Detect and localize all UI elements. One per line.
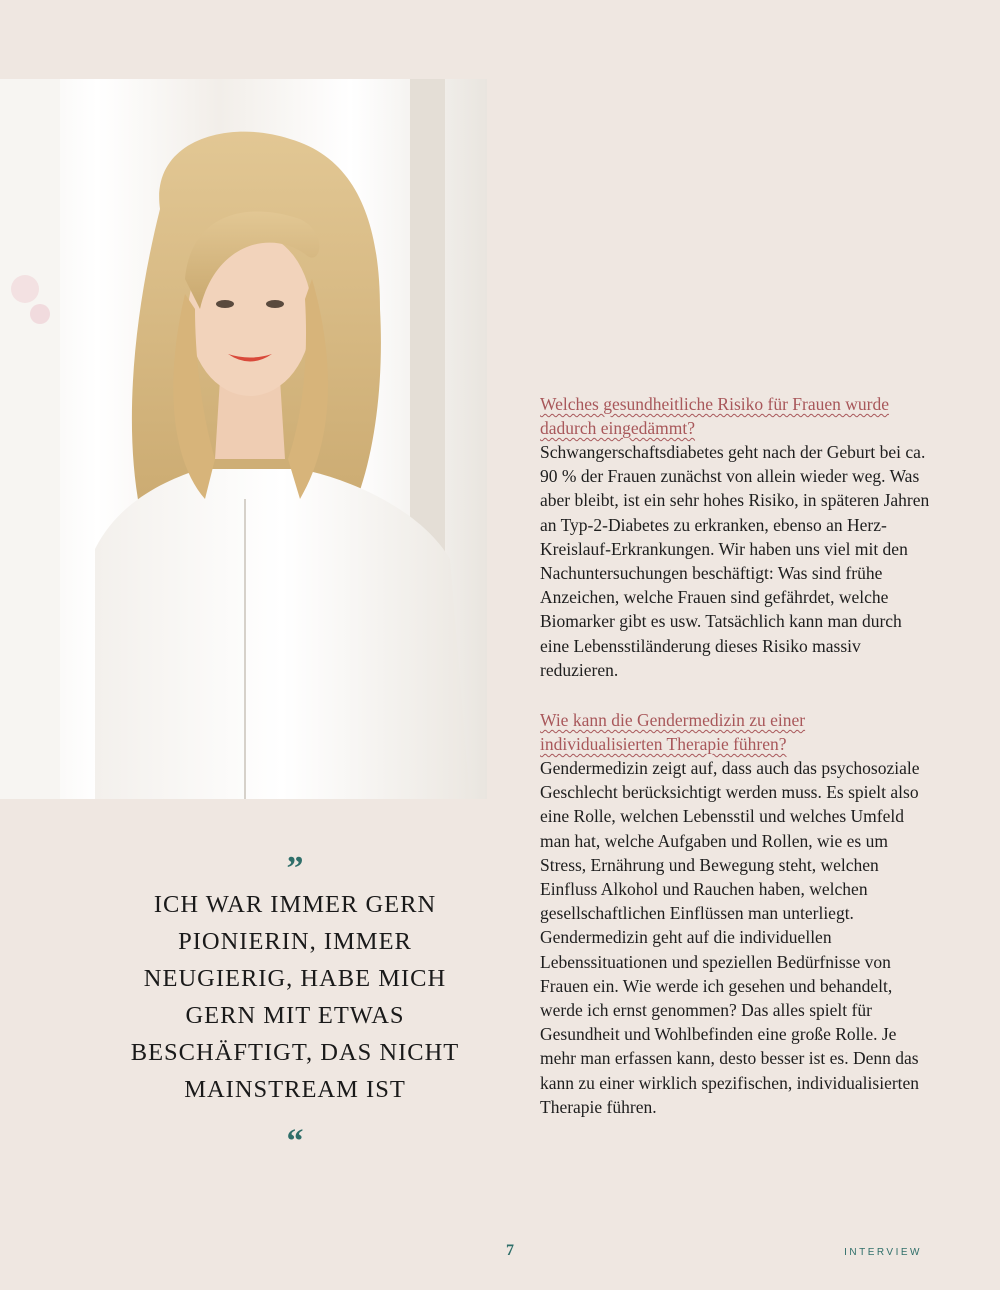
quote-close-mark: “: [286, 1123, 304, 1160]
section-label: INTERVIEW: [844, 1247, 922, 1258]
portrait-photo: [0, 79, 487, 799]
interview-question: Welches gesundheitliche Risiko für Frauen wurde dadurch eingedämmt?: [540, 394, 889, 438]
interview-column: [540, 392, 930, 1145]
interview-answer: Schwangerschaftsdiabetes geht nach der Geburt bei ca. 90 % der Frauen zunächst von allein wieder weg. Was aber bleibt, ist ein sehr hohes Risiko, in späteren Jahren an Typ-2-Diabetes zu erkranken, ebenso an Herz-Kreislauf-Erkrankungen. Wir haben uns viel mit den Nachuntersuchungen beschäftigt: Was sind frühe Anzeichen, welche Frauen sind gefährdet, welche Biomarker gibt es usw. Tatsächlich kann man durch eine Lebensstiländerung dieses Risiko massiv reduzieren.: [540, 442, 930, 680]
interview-question: Wie kann die Gendermedizin zu einer individualisierten Therapie führen?: [540, 710, 806, 755]
interview-answer: Gendermedizin zeigt auf, dass auch das psychosoziale Geschlecht berücksichtigt werden muss. Es spielt also eine Rolle, welchen Lebensstil und welches Umfeld man hat, welche Aufgaben und Rollen, wie es um Stress, Ernährung und Bewegung steht, welchen Einfluss Alkohol und Rauchen haben, welchen gesellschaftlichen Einflüssen man unterliegt. Gendermedizin geht auf die individuellen Lebenssituationen und speziellen Bedürfnisse von Frauen ein. Wie werde ich gesehen und behandelt, werde ich ernst genommen? Das alles spielt für Gesundheit und Wohlbefinden eine große Rolle. Je mehr man erfassen kann, desto besser ist es. Denn das kann zu einer wirklich spezifischen, individualisierten Therapie führen.: [540, 758, 920, 1117]
qa-block: [540, 708, 930, 1119]
quote-open-mark: ”: [286, 850, 304, 887]
pull-quote: ICH WAR IMMER GERN PIONIERIN, IMMER NEUGIERIG, HABE MICH GERN MIT ETWAS BESCHÄFTIGT, DAS NICHT MAINSTREAM IST: [130, 891, 460, 1103]
qa-block: [540, 392, 930, 682]
page-number: 7: [506, 1242, 514, 1259]
